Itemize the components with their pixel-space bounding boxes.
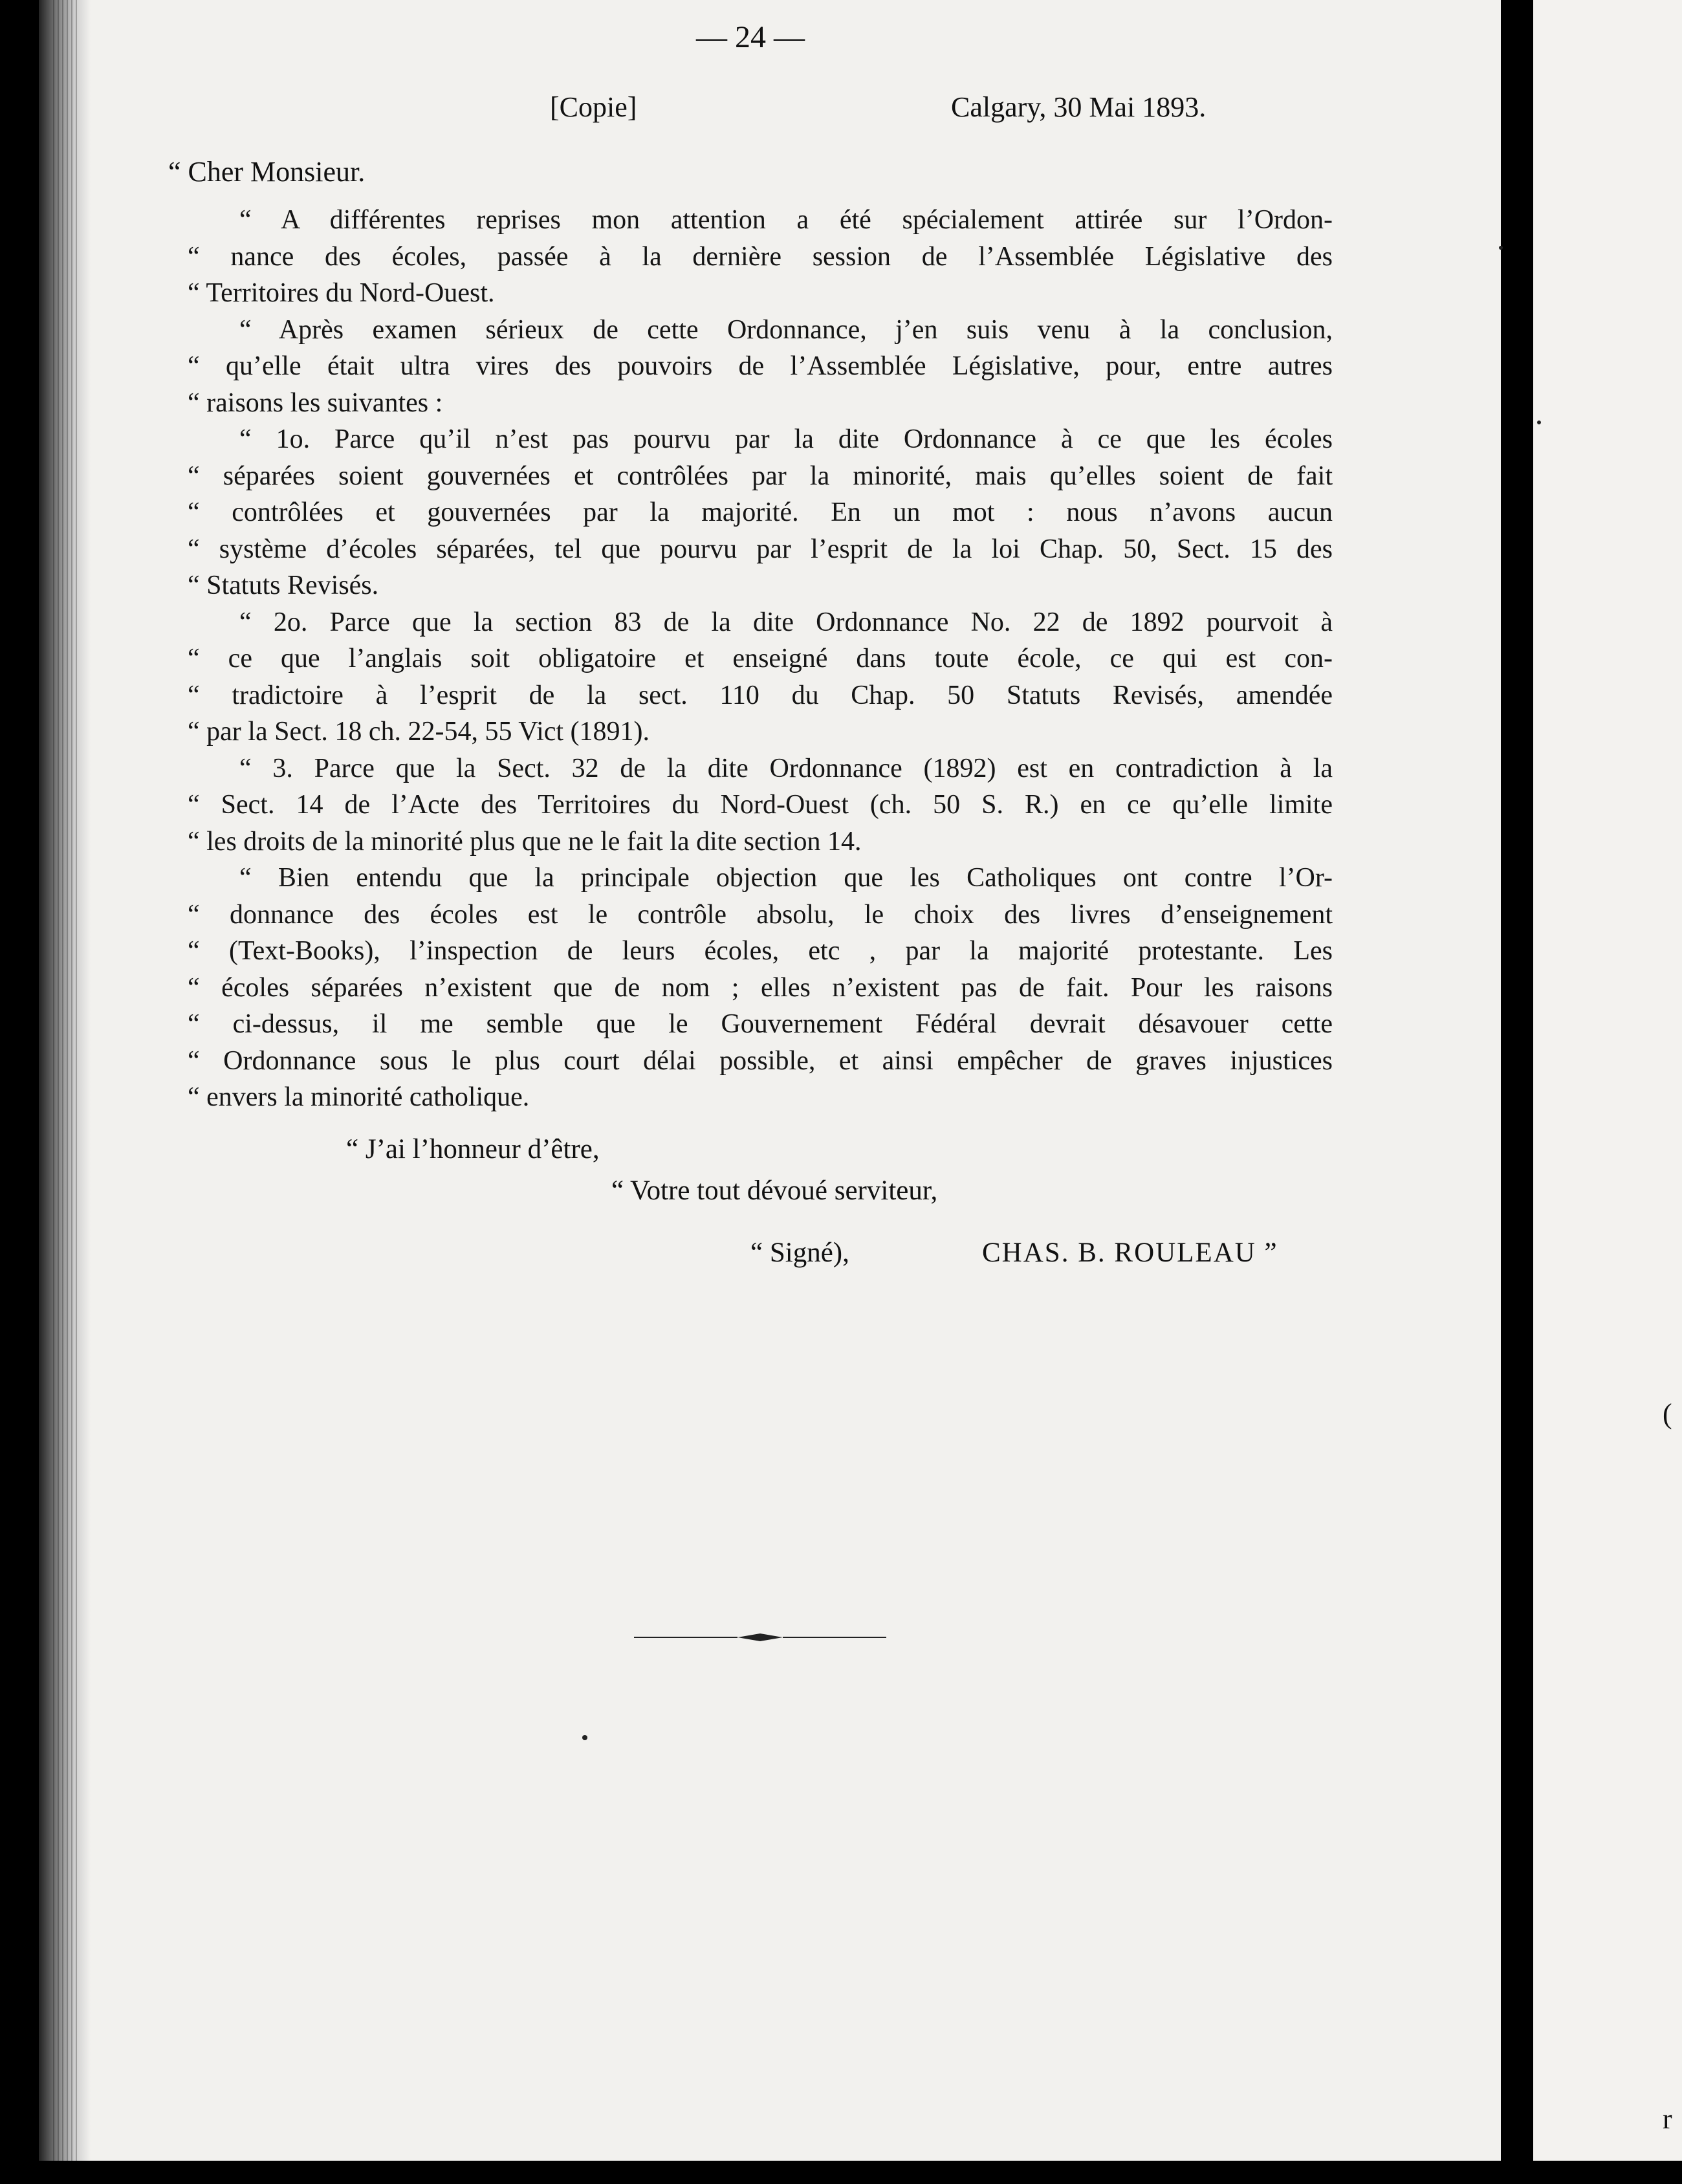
salutation: “ Cher Monsieur.: [168, 156, 366, 188]
letter-line: “ (Text-Books), l’inspection de leurs écoles, etc , par la majorité protestante. Les: [188, 936, 1333, 966]
letter-line: “ 1o. Parce qu’il n’est pas pourvu par la dite Ordonnance à ce que les écoles: [239, 424, 1333, 454]
adjacent-page-strip: ( r: [1533, 0, 1682, 2184]
letter-line: “ donnance des écoles est le contrôle absolu, le choix des livres d’enseignement: [188, 899, 1333, 930]
page-edge-texture: [53, 0, 79, 2161]
letter-line: “ ce que l’anglais soit obligatoire et enseigné dans toute école, ce qui est con-: [188, 644, 1333, 673]
dateline: Calgary, 30 Mai 1893.: [951, 91, 1207, 123]
letter-line: “ Statuts Revisés.: [188, 571, 379, 600]
letter-line: “ Après examen sérieux de cette Ordonnance, j’en suis venu à la conclusion,: [239, 314, 1333, 345]
letter-line: “ 3. Parce que la Sect. 32 de la dite Ordonnance (1892) est en contradiction à la: [239, 753, 1333, 783]
closing-servant-line: “ Votre tout dévoué serviteur,: [611, 1175, 938, 1206]
ornament-divider-icon: [634, 1628, 886, 1647]
letter-line: “ tradictoire à l’esprit de la sect. 110 du Chap. 50 Statuts Revisés, amendée: [188, 680, 1333, 710]
scan-border: [0, 2161, 1682, 2184]
letter-line: “ écoles séparées n’existent que de nom ; elles n’existent pas de fait. Pour les raisons: [188, 972, 1333, 1003]
letter-line: “ contrôlées et gouvernées par la majorité. En un mot : nous n’avons aucun: [188, 497, 1333, 527]
signed-label: “ Signé),: [750, 1238, 849, 1268]
letter-line: “ envers la minorité catholique.: [188, 1082, 530, 1112]
letter-line: “ Bien entendu que la principale objection que les Catholiques ont contre l’Or-: [239, 863, 1333, 893]
letter-line: “ qu’elle était ultra vires des pouvoirs de l’Assemblée Législative, pour, entre autres: [188, 351, 1333, 381]
letter-line: “ Ordonnance sous le plus court délai possible, et ainsi empêcher de graves injustices: [188, 1045, 1333, 1076]
signature: CHAS. B. ROULEAU ”: [982, 1238, 1278, 1268]
letter-line: “ les droits de la minorité plus que ne le fait la dite section 14.: [188, 826, 862, 857]
letter-line: “ système d’écoles séparées, tel que pourvu par l’esprit de la loi Chap. 50, Sect. 15 des: [188, 534, 1333, 564]
letter-line: “ 2o. Parce que la section 83 de la dite Ordonnance No. 22 de 1892 pourvoit à: [239, 607, 1333, 637]
copy-label: [Copie]: [550, 91, 637, 123]
page-gutter: [1501, 0, 1533, 2184]
letter-line: “ nance des écoles, passée à la dernière session de l’Assemblée Législative des: [188, 241, 1333, 272]
letter-line: “ A différentes reprises mon attention a été spécialement attirée sur l’Ordon-: [239, 205, 1333, 235]
ink-speck: [1537, 420, 1541, 424]
letter-line: “ séparées soient gouvernées et contrôlées par la minorité, mais qu’elles soient de fait: [188, 461, 1333, 491]
letter-line: “ raisons les suivantes :: [188, 388, 443, 418]
letter-line: “ ci-dessus, il me semble que le Gouvernement Fédéral devrait désavouer cette: [188, 1009, 1333, 1039]
page-number: — 24 —: [696, 20, 805, 54]
letter-line: “ Sect. 14 de l’Acte des Territoires du Nord-Ouest (ch. 50 S. R.) en ce qu’elle limite: [188, 790, 1333, 820]
letter-line: “ par la Sect. 18 ch. 22-54, 55 Vict (1891).: [188, 717, 650, 747]
letter-line: “ Territoires du Nord-Ouest.: [188, 278, 495, 308]
letter-body: [188, 202, 1333, 1116]
ink-speck: [582, 1735, 587, 1740]
ink-speck: [1499, 246, 1503, 250]
closing-honour-line: “ J’ai l’honneur d’être,: [346, 1134, 600, 1164]
